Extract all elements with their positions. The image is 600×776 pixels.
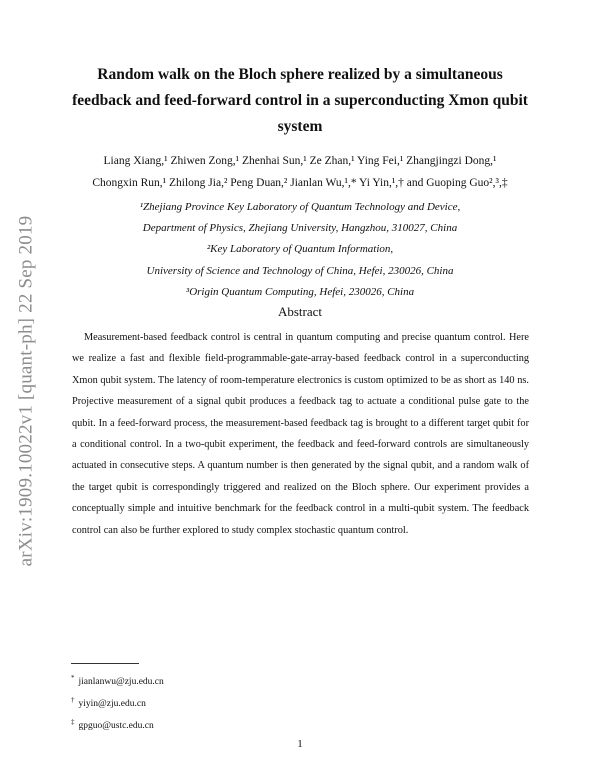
footnote-item (71, 714, 164, 736)
footnote-mark: ‡ (71, 717, 75, 726)
arxiv-identifier-stamp (4, 196, 48, 586)
paper-title: Random walk on the Bloch sphere realized by a simultaneous feedback and feed-forward control in a superconducting Xmon qubit system (72, 66, 528, 135)
affiliation-line: ²Key Laboratory of Quantum Information, (206, 243, 394, 256)
affiliation-line: University of Science and Technology of China, Hefei, 230026, China (146, 264, 454, 277)
footnote-mark: * (71, 674, 75, 682)
footnote-mark: † (71, 695, 75, 704)
abstract-body: Measurement-based feedback control is central in quantum computing and precise quantum control. Here we realize a fast and flexible field-programmable-gate-array-based feedback control in a superconducting Xmon qubit system. The latency of room-temperature electronics is custom optimized to be as short as 140 ns. Projective measurement of a signal qubit produces a feedback tag to actuate a conditional pulse gate to the qubit. In a feed-forward process, the measurement-based feedback tag is brought to a different target qubit for a conditional control. In a two-qubit experiment, the feedback and feed-forward controls are simultaneously actuated in consecutive steps. A quantum number is then generated by the signal qubit, and a random walk of the target qubit is correspondingly triggered and realized on the Bloch sphere. Our experiment provides a conceptually simple and intuitive benchmark for the feedback control in a multi-qubit system. The feedback control can also be further explored to study complex stochastic quantum control. (72, 332, 529, 536)
affiliations (60, 197, 540, 303)
author-list (60, 150, 540, 194)
footnote-divider (71, 663, 139, 664)
footnote-email-link[interactable]: jianlanwu@zju.edu.cn (78, 677, 164, 688)
footnote-email-link[interactable]: gpguo@ustc.edu.cn (78, 720, 154, 731)
footnote-item (71, 670, 164, 692)
footnote-item (71, 692, 164, 714)
author-line-1: Liang Xiang,¹ Zhiwen Zong,¹ Zhenhai Sun,¹ Ze Zhan,¹ Ying Fei,¹ Zhangjingzi Dong,¹ (103, 155, 497, 167)
affiliation-line: Department of Physics, Zhejiang University, Hangzhou, 310027, China (142, 222, 458, 235)
page-number: 1 (297, 738, 303, 750)
footnotes (71, 670, 164, 735)
affiliation-line: ³Origin Quantum Computing, Hefei, 230026, China (185, 285, 415, 298)
author-line-2: Chongxin Run,¹ Zhilong Jia,² Peng Duan,² Jianlan Wu,¹,* Yi Yin,¹,† and Guoping Guo²,³,‡ (92, 177, 508, 189)
abstract-heading: Abstract (277, 304, 323, 319)
arxiv-identifier-text: arXiv:1909.10022v1 [quant-ph] 22 Sep 2019 (15, 215, 36, 567)
affiliation-line: ¹Zhejiang Province Key Laboratory of Quantum Technology and Device, (139, 201, 461, 213)
footnote-email-link[interactable]: yiyin@zju.edu.cn (78, 698, 146, 709)
